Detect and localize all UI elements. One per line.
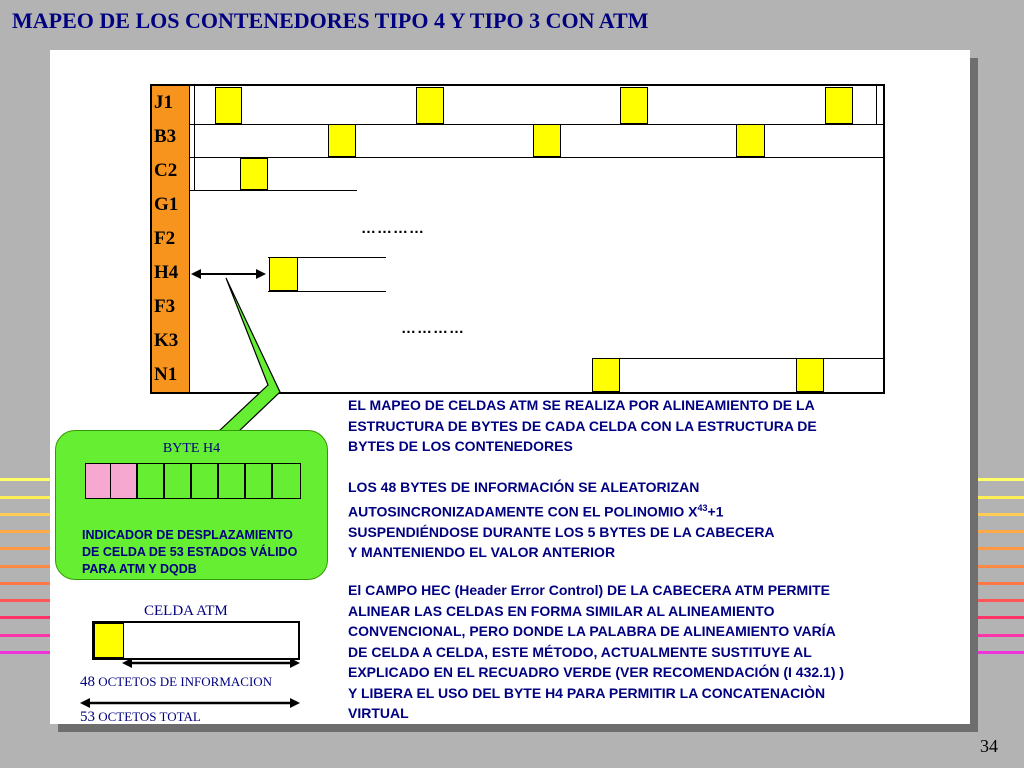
byte-h4-title: BYTE H4 [162, 441, 221, 456]
byte-h4-description: INDICADOR DE DESPLAZAMIENTO DE CELDA DE 53 ESTADOS VÁLIDO PARA ATM Y DQDB [82, 528, 298, 576]
explanation-paragraph-2: LOS 48 BYTES DE INFORMACIÓN SE ALEATORIZAN AUTOSINCRONIZADAMENTE CON EL POLINOMIO $X^{43}+1$ SUSPENDIÉNDOSE DURANTE LOS 5 BYTES DE LA CABECERA Y MANTENIENDO EL VALOR ANTERIOR [348, 479, 775, 561]
row-label-j1: J1 [152, 86, 189, 120]
row-label-f3: F3 [152, 290, 189, 324]
total-octets-label: 53 OCTETOS TOTAL [80, 709, 201, 725]
explanation-paragraph-1: EL MAPEO DE CELDAS ATM SE REALIZA POR ALINEAMIENTO DE LA ESTRUCTURA DE BYTES DE CADA CELDA CON LA ESTRUCTURA DE BYTES DE LOS CONTENEDORES [348, 397, 817, 454]
page-number: 34 [980, 736, 998, 756]
bit-cell [191, 463, 218, 499]
bit-cell [245, 463, 272, 499]
row-label-n1: N1 [152, 358, 189, 392]
row-label-f2: F2 [152, 222, 189, 256]
ellipsis-2: ………… [401, 320, 465, 337]
celda-atm-header [94, 623, 124, 658]
slide-title: MAPEO DE LOS CONTENEDORES TIPO 4 Y TIPO 3 CON ATM [12, 8, 649, 33]
bit-cell [164, 463, 191, 499]
info-octets-label: 48 OCTETOS DE INFORMACION [80, 674, 273, 690]
celda-atm-title: CELDA ATM [144, 603, 228, 619]
bit-cell [110, 463, 137, 499]
explanation-paragraph-3: El CAMPO HEC (Header Error Control) DE LA CABECERA ATM PERMITE ALINEAR LAS CELDAS EN FORMA SIMILAR AL ALINEAMIENTO CONVENCIONAL, PERO DONDE LA PALABRA DE ALINEAMIENTO VARÍA DE CELDA A CELDA, ESTE MÉTODO, ACTUALMENTE SUSTITUYE AL EXPLICADO EN EL RECUADRO VERDE (VER RECOMENDACIÓN (I 432.1) ) Y LIBERA EL USO DEL BYTE H4 PARA PERMITIR LA CONCATENACIÒN VIRTUAL [348, 582, 845, 721]
bit-cell [85, 463, 112, 499]
bit-cell [218, 463, 245, 499]
row-label-c2: C2 [152, 154, 189, 188]
row-label-g1: G1 [152, 188, 189, 222]
ellipsis-1: ………… [361, 220, 425, 237]
row-label-b3: B3 [152, 120, 189, 154]
row-label-k3: K3 [152, 324, 189, 358]
row-label-h4: H4 [152, 256, 189, 290]
bit-cell [272, 463, 301, 499]
bit-cell [137, 463, 164, 499]
